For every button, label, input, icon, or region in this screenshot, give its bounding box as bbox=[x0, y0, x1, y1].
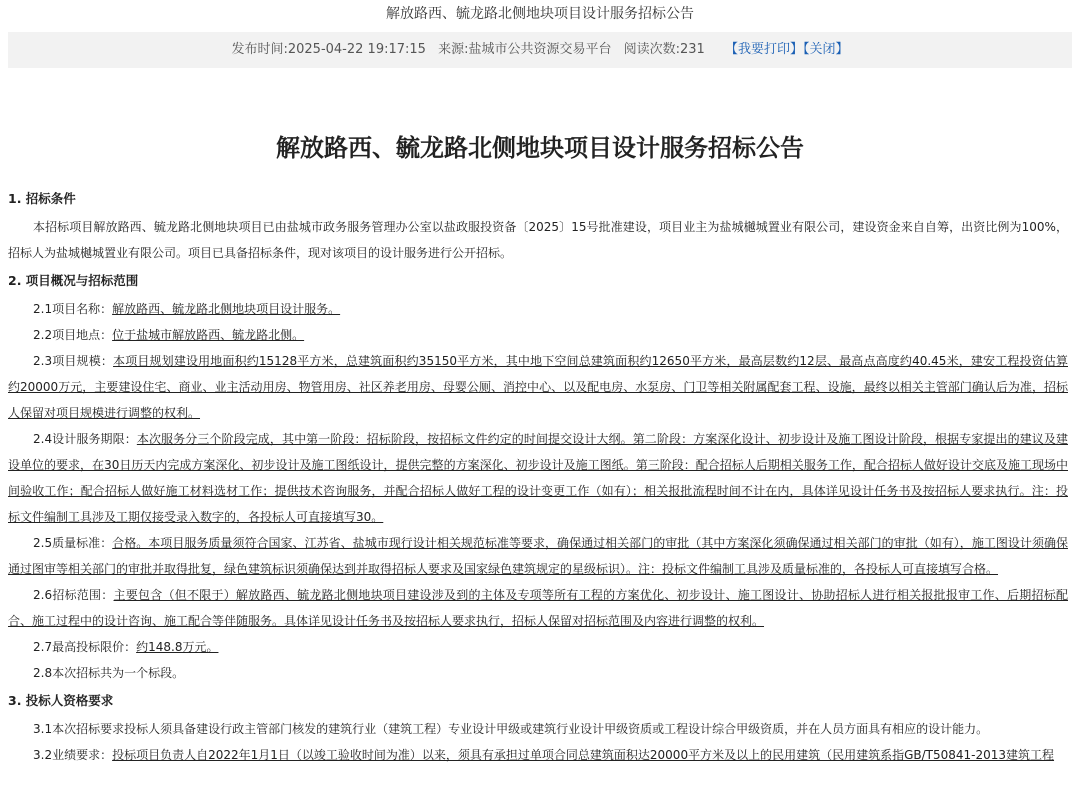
source-label: 来源: bbox=[438, 42, 469, 57]
publish-label: 发布时间: bbox=[231, 42, 288, 57]
item-value: 解放路西、毓龙路北侧地块项目设计服务。 bbox=[112, 302, 341, 316]
item-value: 主要包含（但不限于）解放路西、毓龙路北侧地块项目建设涉及到的主体及专项等所有工程的方案优化、初步设计、施工图设计、协助招标人进行相关报批报审工作、后期招标配合、施工过程中的设计咨询、施工配合等伴随服务。具体详见设计任务书及按招标人要求执行，招标人保留对招标范围及内容进行调整的权利。 bbox=[8, 588, 1068, 628]
item-value: 本项目规划建设用地面积约15128平方米，总建筑面积约35150平方米，其中地下空间总建筑面积约12650平方米，最高层数约12层、最高点高度约40.45米，建安工程投资估算约20000万元，主要建设住宅、商业、业主活动用房、物管用房、社区养老用房、母婴公厕、消控中心、以及配电房、水泵房、门卫等相关附属配套工程、设施，最终以相关主管部门确认后为准，招标人保留对项目规模进行调整的权利。 bbox=[8, 354, 1068, 420]
list-item bbox=[8, 348, 1068, 426]
list-item: 2.8本次招标共为一个标段。 bbox=[33, 666, 185, 680]
item-label: 2.1项目名称： bbox=[33, 302, 113, 316]
list-item bbox=[8, 426, 1068, 530]
list-item bbox=[8, 322, 1068, 348]
section-heading: 1. 招标条件 bbox=[8, 191, 76, 206]
item-label: 3.2业绩要求： bbox=[33, 748, 113, 762]
list-item bbox=[8, 634, 1068, 660]
views-label: 阅读次数: bbox=[623, 42, 681, 57]
item-value: 投标项目负责人自2022年1月1日（以竣工验收时间为准）以来，须具有承担过单项合同总建筑面积达20000平方米及以上的民用建筑（民用建筑系指GB/T50841-2013建筑工程 bbox=[112, 748, 1055, 762]
item-value: 本次服务分三个阶段完成，其中第一阶段：招标阶段，按招标文件约定的时间提交设计大纲。第二阶段：方案深化设计、初步设计及施工图设计阶段，根据专家提出的建议及建设单位的要求，在30日历天内完成方案深化、初步设计及施工图纸设计，提供完整的方案深化、初步设计及施工图纸。第三阶段：配合招标人后期相关服务工作，配合招标人做好设计交底及施工现场中间验收工作；配合招标人做好施工材料选材工作；提供技术咨询服务，并配合招标人做好工程的设计变更工作（如有）；相关报批流程时间不计在内，具体详见设计任务书及按招标人要求执行。注：投标文件编制工具涉及工期仅接受录入数字的，各投标人可直接填写30。 bbox=[8, 432, 1068, 524]
item-label: 2.4设计服务期限： bbox=[33, 432, 137, 446]
list-item bbox=[8, 530, 1068, 582]
item-value: 位于盐城市解放路西、毓龙路北侧。 bbox=[112, 328, 305, 342]
item-value: 合格。本项目服务质量须符合国家、江苏省、盐城市现行设计相关规范标准等要求，确保通过相关部门的审批（其中方案深化须确保通过相关部门的审批（如有），施工图设计须确保通过图审等相关部门的审批并取得批复，绿色建筑标识须确保达到并取得招标人要求及国家绿色建筑规定的星级标识）。注：投标文件编制工具涉及质量标准的，各投标人可直接填写合格。 bbox=[8, 536, 1068, 576]
list-item bbox=[8, 742, 1068, 768]
source-value: 盐城市公共资源交易平台 bbox=[468, 42, 612, 57]
section-heading: 3. 投标人资格要求 bbox=[8, 693, 114, 708]
print-link[interactable]: 【我要打印】 bbox=[724, 42, 803, 57]
document-body bbox=[8, 184, 1068, 768]
close-link[interactable]: 【关闭】 bbox=[803, 42, 849, 57]
views-count: 231 bbox=[680, 42, 705, 57]
publish-time: 2025-04-22 19:17:15 bbox=[287, 42, 426, 57]
section-heading: 2. 项目概况与招标范围 bbox=[8, 273, 139, 288]
list-item bbox=[8, 296, 1068, 322]
item-label: 2.6招标范围： bbox=[33, 588, 114, 602]
item-label: 2.3项目规模： bbox=[33, 354, 114, 368]
list-item bbox=[8, 582, 1068, 634]
item-label: 2.2项目地点： bbox=[33, 328, 113, 342]
item-value: 约148.8万元。 bbox=[136, 640, 219, 654]
item-label: 2.7最高投标限价： bbox=[33, 640, 137, 654]
paragraph: 本招标项目解放路西、毓龙路北侧地块项目已由盐城市政务服务管理办公室以盐政服投资备〔2025〕15号批准建设，项目业主为盐城樾城置业有限公司，建设资金来自自筹，出资比例为100%，招标人为盐城樾城置业有限公司。项目已具备招标条件，现对该项目的设计服务进行公开招标。 bbox=[8, 220, 1068, 260]
item-label: 2.5质量标准： bbox=[33, 536, 113, 550]
document-title: 解放路西、毓龙路北侧地块项目设计服务招标公告 bbox=[276, 134, 804, 162]
page-title: 解放路西、毓龙路北侧地块项目设计服务招标公告 bbox=[386, 6, 694, 22]
meta-bar bbox=[8, 32, 1072, 68]
list-item: 3.1本次招标要求投标人须具备建设行政主管部门核发的建筑行业（建筑工程）专业设计甲级或建筑行业设计甲级资质或工程设计综合甲级资质，并在人员方面具有相应的设计能力。 bbox=[33, 722, 989, 736]
